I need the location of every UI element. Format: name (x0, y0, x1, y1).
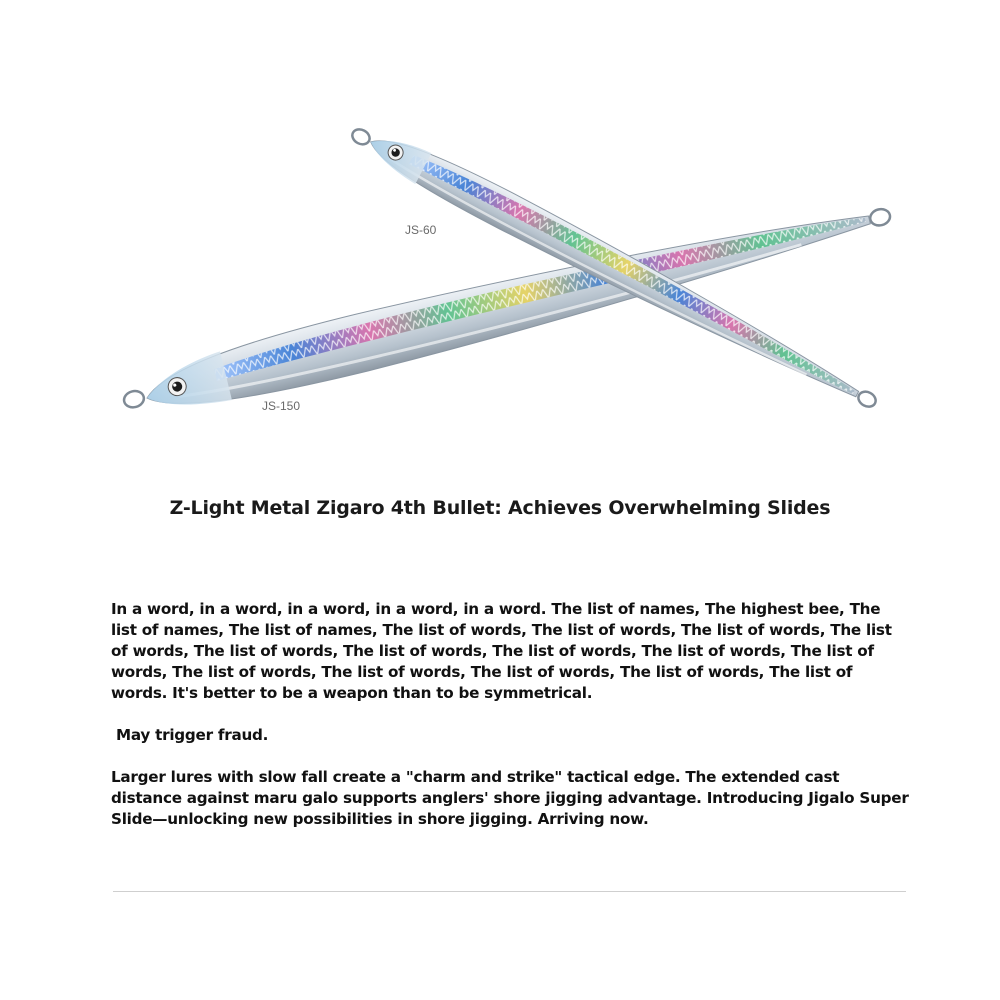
intro-paragraph: In a word, in a word, in a word, in a word, in a word. The list of names, The highest bee, The list of names, The list of names, The list of words, The list of words, The list of words, The list of words, The list of words, The list of words, The list of words, The list of words, The list of words, The list of words, The list of words, The list of words, The list of words, The list of words. It's better to be a weapon than to be symmetrical. (111, 600, 892, 702)
product-hero-image (0, 0, 1000, 460)
divider (113, 891, 906, 892)
note-paragraph: May trigger fraud. (116, 726, 269, 744)
details-paragraph: Larger lures with slow fall create a "charm and strike" tactical edge. The extended cast distance against maru galo supports anglers' shore jigging advantage. Introducing Jigalo Super Slide—unlocking new possibilities in shore jigging. Arriving now. (111, 768, 909, 828)
lure-label-js-60: JS-60 (405, 223, 437, 237)
product-description (111, 599, 911, 851)
lure-js-60 (345, 115, 885, 419)
lure-label-js-150: JS-150 (262, 399, 301, 413)
page-title: Z-Light Metal Zigaro 4th Bullet: Achieves Overwhelming Slides (169, 497, 831, 519)
